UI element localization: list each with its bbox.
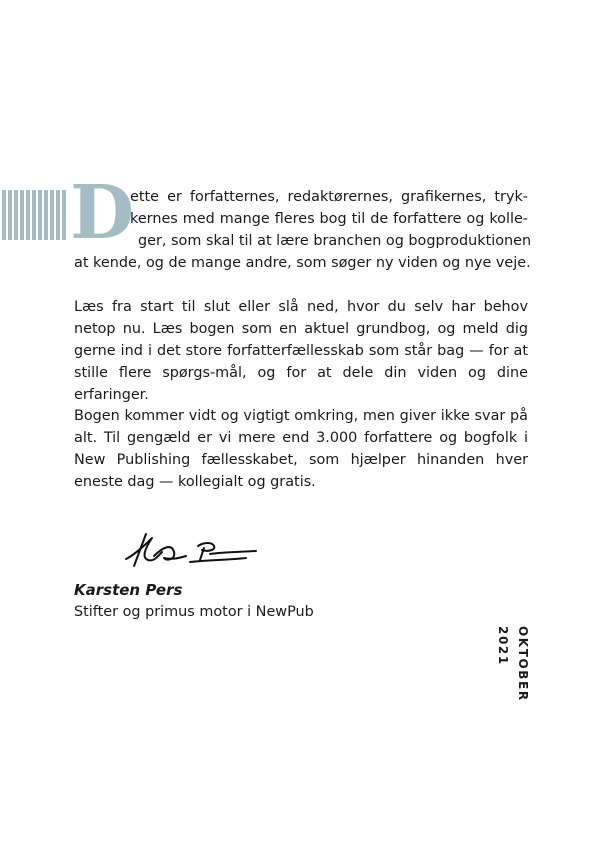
decorative-stripes: [2, 190, 66, 240]
handwritten-signature: [124, 526, 260, 576]
intro-line: at kende, og de mange andre, som søger ny viden og nye veje.: [74, 255, 531, 271]
intro-line: ger, som skal til at lære branchen og bogproduktionen: [138, 233, 532, 249]
signer-title: Stifter og primus motor i NewPub: [74, 604, 314, 620]
drop-cap: D: [70, 170, 135, 256]
body-paragraph-2: Læs fra start til slut eller slå ned, hvor du selv har behov netop nu. Læs bogen som en aktuel grundbog, og meld dig gerne ind i det store forfatterfællesskab som står bag — for at stille flere spørgs-mål, og for at dele din viden og dine erfaringer.: [74, 299, 528, 403]
signer-name: Karsten Pers: [74, 581, 183, 599]
intro-line: kernes med mange fleres bog til de forfattere og kolle-: [130, 211, 528, 227]
intro-line: ette er forfatternes, redaktørernes, grafikernes, tryk-: [130, 189, 528, 205]
body-paragraph-3: Bogen kommer vidt og vigtigt omkring, men giver ikke svar på alt. Til gengæld er vi mere end 3.000 forfattere og bogfolk i New Publishing fællesskabet, som hjælper hinanden hver eneste dag — kollegialt og gratis.: [74, 408, 528, 490]
date-label: OKTOBER 2021: [496, 626, 530, 702]
